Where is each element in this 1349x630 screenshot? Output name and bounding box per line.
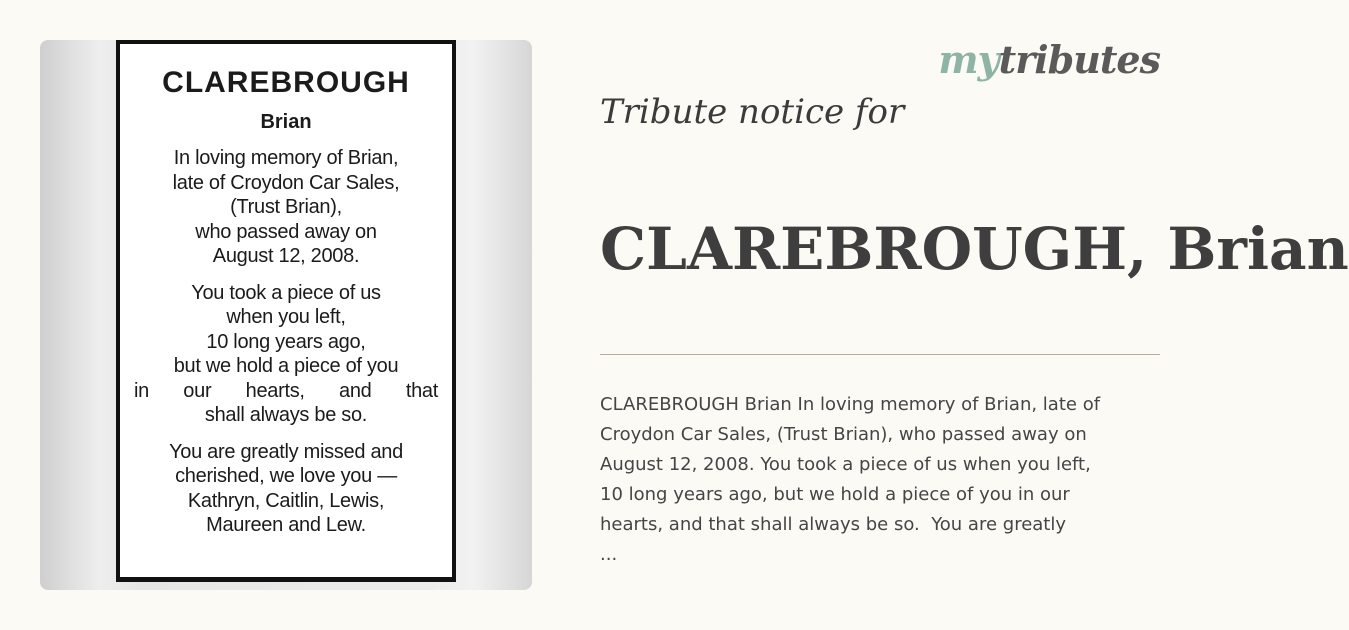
notice-line: shall always be so. [204, 404, 368, 426]
notice-line: You are greatly missed and [169, 440, 403, 463]
summary-line: hearts, and that shall always be so. You are greatly [600, 514, 1067, 535]
logo-tributes: tributes [998, 37, 1160, 82]
notice-card [116, 40, 456, 582]
mytributes-logo[interactable] [938, 38, 1160, 82]
notice-word: hearts, [245, 379, 305, 402]
summary-line: Croydon Car Sales, (Trust Brian), who passed away on [600, 424, 1087, 445]
notice-line: (Trust Brian), [230, 196, 342, 218]
notice-line: but we hold a piece of you [173, 355, 399, 377]
summary-line: 10 long years ago, but we hold a piece of you in our [600, 484, 1070, 505]
notice-line: late of Croydon Car Sales, [172, 171, 400, 194]
notice-line-justified [134, 379, 438, 404]
notice-line: August 12, 2008. [212, 245, 360, 267]
summary-line: August 12, 2008. You took a piece of us when you left, [600, 454, 1091, 475]
notice-line: Kathryn, Caitlin, Lewis, [187, 489, 385, 512]
logo-my: my [938, 37, 999, 82]
notice-line: cherished, we love you — [175, 465, 397, 487]
notice-firstname: Brian [260, 111, 312, 133]
summary-ellipsis: ... [600, 544, 618, 565]
notice-line: when you left, [226, 306, 346, 328]
notice-line: You took a piece of us [191, 281, 381, 304]
notice-word: that [405, 379, 438, 402]
notice-surname: CLAREBROUGH [162, 66, 410, 99]
summary-line: CLAREBROUGH Brian In loving memory of Brian, late of [600, 394, 1101, 415]
notice-summary [600, 390, 1160, 570]
notice-word: our [183, 379, 212, 402]
notice-image [40, 40, 532, 590]
eyebrow-text: Tribute notice for [600, 92, 905, 132]
notice-line: 10 long years ago, [206, 330, 366, 353]
notice-paragraph-3 [120, 440, 452, 538]
notice-line: who passed away on [195, 220, 377, 243]
notice-word: and [339, 379, 372, 402]
notice-paragraph-1 [120, 146, 452, 269]
divider [600, 354, 1160, 355]
notice-line: In loving memory of Brian, [173, 147, 399, 169]
notice-line: Maureen and Lew. [206, 514, 366, 536]
page-title: CLAREBROUGH, Brian [600, 215, 1349, 283]
notice-paragraph-2 [120, 281, 452, 428]
notice-word: in [134, 379, 149, 402]
